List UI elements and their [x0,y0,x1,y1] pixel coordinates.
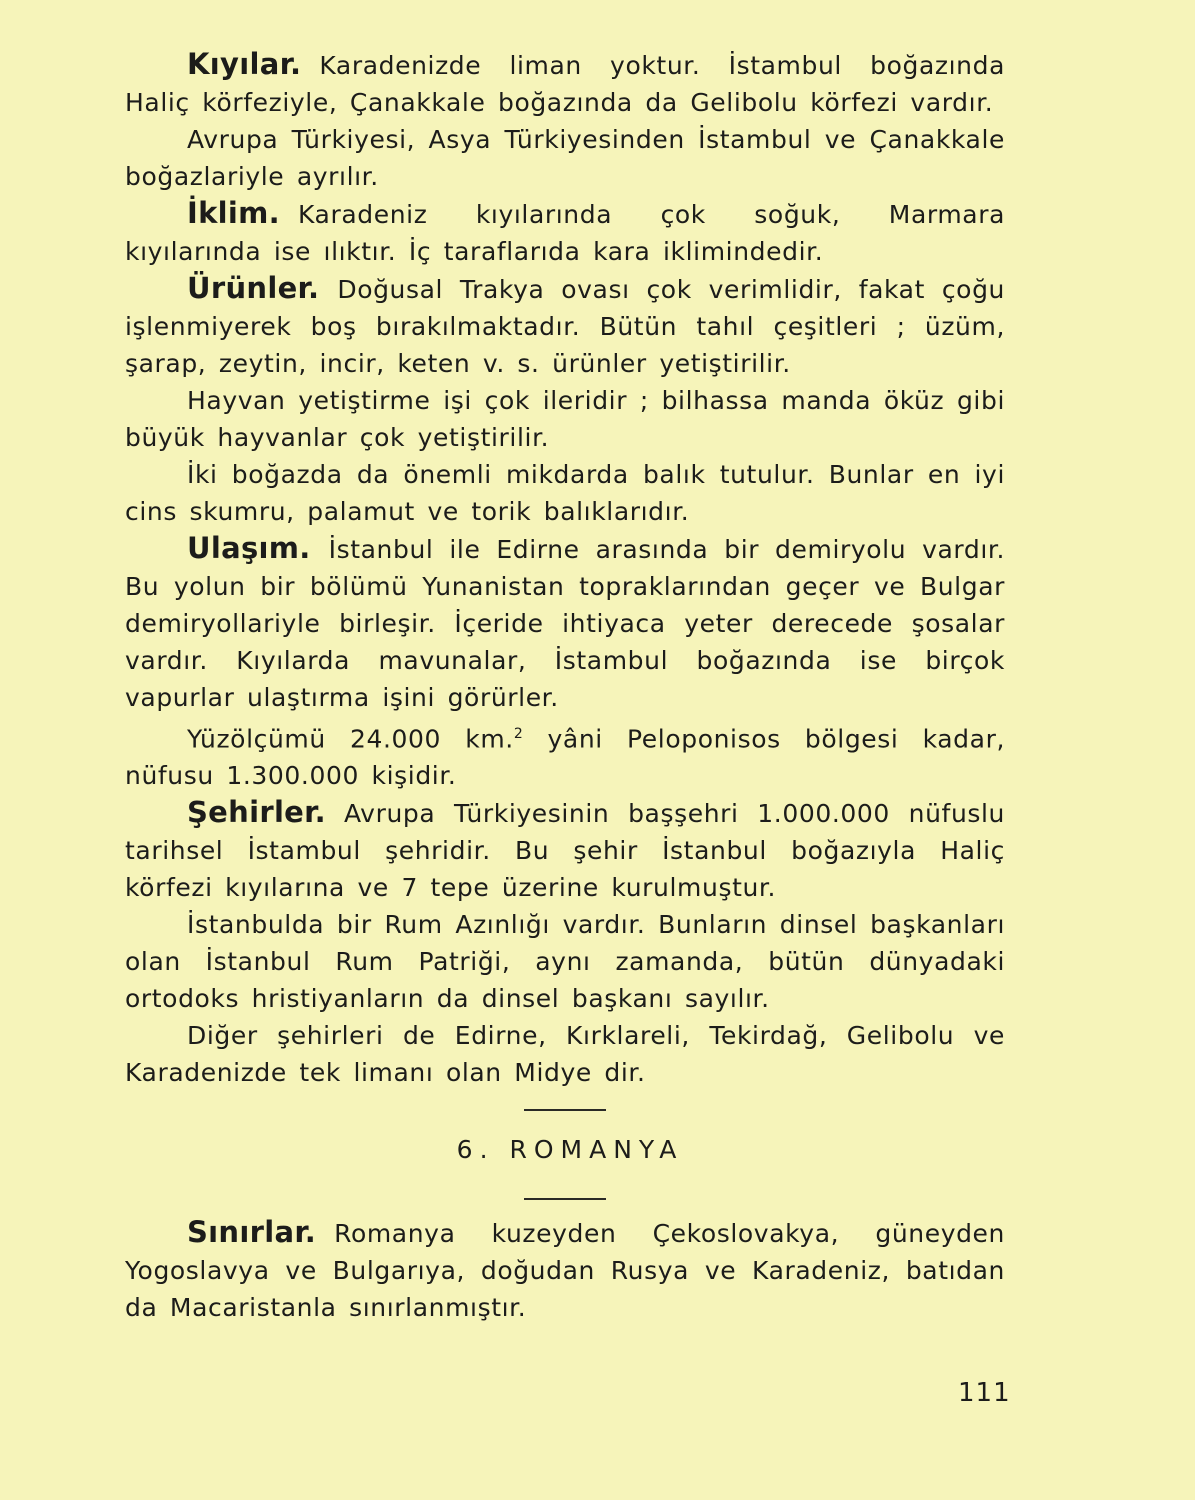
heading-urunler: Ürünler. [187,271,320,305]
sehirler-text-2: İstanbulda bir Rum Azınlığı vardır. Bunların dinsel başkanları olan İstanbul Rum Patriği, aynı zamanda, bütün dünyadaki ortodoks hristiyanların da dinsel başkanı sayılır. [125,910,1005,1014]
ulasim-paragraph [125,530,1005,716]
sinirlar-text: Romanya kuzeyden Çekoslovakya, güneyden Yogoslavya ve Bulgarıya, doğudan Rusya ve Karadeniz, batıdan da Macaristanla sınırlanmıştır. [125,1219,1005,1323]
heading-sehirler: Şehirler. [187,795,326,830]
area-text-after: yâni Peloponisos bölgesi kadar, nüfusu 1.300.000 kişidir. [125,724,1005,791]
heading-iklim: İklim. [187,196,280,230]
area-text-before: Yüzölçümü 24.000 km. [187,724,514,754]
section-title: 6. ROMANYA [456,1135,684,1165]
heading-sinirlar: Sınırlar. [187,1215,317,1250]
kiyilar-text-2-paragraph [125,121,1005,195]
urunler-text-2-paragraph [125,382,1005,456]
urunler-text-2: Hayvan yetiştirme işi çok ileridir ; bilhassa manda öküz gibi büyük hayvanlar çok yetiştirilir. [125,386,1005,452]
kiyilar-paragraph [125,46,1005,121]
sinirlar-paragraph [125,1214,1005,1326]
sehirler-text-3-paragraph [125,1017,1005,1091]
heading-ulasim: Ulaşım. [187,531,311,565]
iklim-paragraph [125,195,1005,270]
iklim-text-1: Karadeniz kıyılarında çok soğuk, Marmara kıyılarında ise ılıktır. İç taraflarıda kara iklimindedir. [125,200,1005,266]
area-superscript: 2 [513,726,524,742]
sehirler-text-3: Diğer şehirleri de Edirne, Kırklareli, Tekirdağ, Gelibolu ve Karadenizde tek limanı olan Midye dir. [125,1021,1005,1088]
heading-kiyilar: Kıyılar. [187,47,302,81]
sehirler-paragraph [125,794,1005,906]
page-body [125,46,1005,1326]
ulasim-text-1: İstanbul ile Edirne arasında bir demiryolu vardır. Bu yolun bir bölümü Yunanistan topraklarından geçer ve Bulgar demiryollariyle birleşir. İçeride ihtiyaca yeter derecede şosalar vardır. Kıyılarda mavunalar, İstambul boğazında ise birçok vapurlar ulaştırma işini görürler. [125,535,1005,712]
divider-bottom [524,1198,606,1200]
urunler-text-3-paragraph [125,456,1005,530]
page-number: 111 [958,1378,1011,1408]
sehirler-text-2-paragraph [125,906,1005,1017]
kiyilar-text-2: Avrupa Türkiyesi, Asya Türkiyesinden İstambul ve Çanakkale boğazlariyle ayrılır. [125,125,1005,191]
sehirler-text-1: Avrupa Türkiyesinin başşehri 1.000.000 nüfuslu tarihsel İstambul şehridir. Bu şehir İstanbul boğazıyla Haliç körfezi kıyılarına ve 7 tepe üzerine kurulmuştur. [125,799,1005,903]
urunler-text-3: İki boğazda da önemli mikdarda balık tutulur. Bunlar en iyi cins skumru, palamut ve torik balıklarıdır. [125,460,1005,526]
urunler-paragraph [125,270,1005,382]
kiyilar-text-1: Karadenizde liman yoktur. İstambul boğazında Haliç körfeziyle, Çanakkale boğazında da Gelibolu körfezi vardır. [125,51,1005,117]
divider-top [524,1109,606,1111]
urunler-text-1: Doğusal Trakya ovası çok verimlidir, fakat çoğu işlenmiyerek boş bırakılmaktadır. Bütün tahıl çeşitleri ; üzüm, şarap, zeytin, incir, keten v. s. ürünler yetiştirilir. [125,275,1005,378]
area-population-paragraph [125,716,1005,794]
